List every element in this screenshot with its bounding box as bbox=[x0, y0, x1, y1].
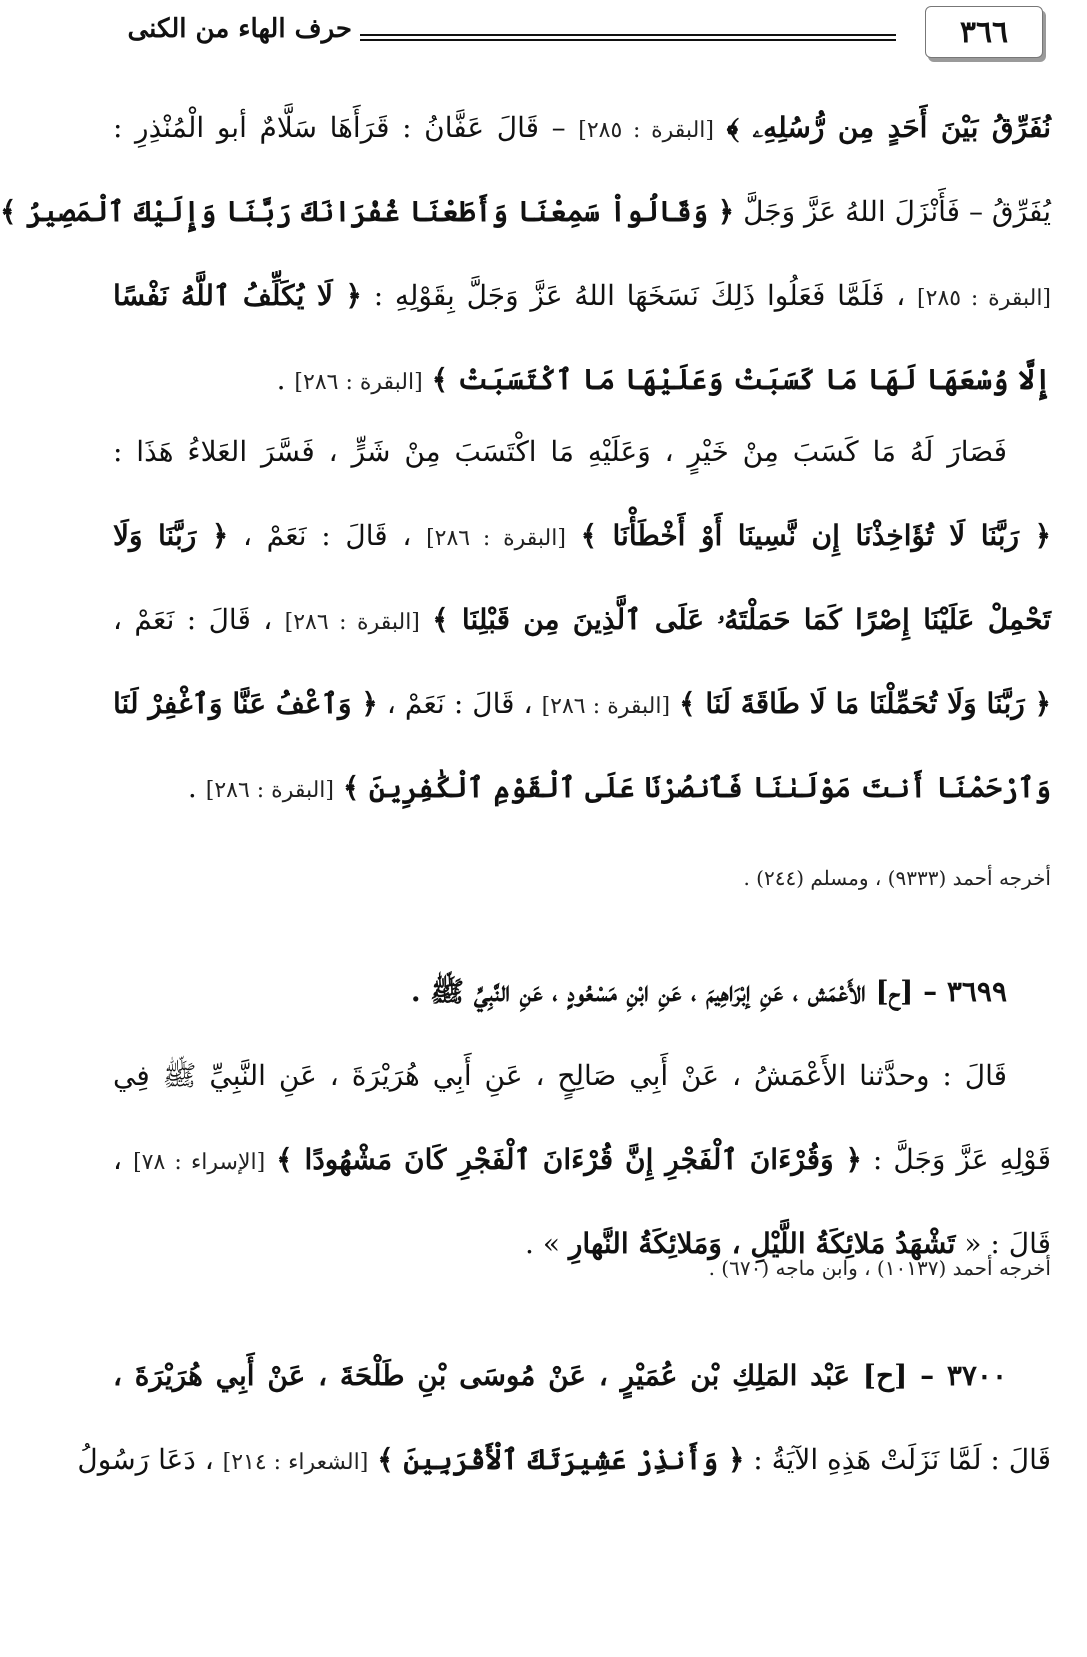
quran-verse: ﴿ وَٱعْفُ عَنَّا وَٱغْفِرْ لَنَا bbox=[113, 687, 378, 720]
text-line bbox=[113, 86, 1051, 170]
quran-verse: ﴿ رَبَّنَا لَا تُؤَاخِذْنَا إِن نَّسِينَا أَوْ أَخْطَأْنَا ﴾ bbox=[580, 519, 1052, 552]
paragraph-1 bbox=[0, 86, 1052, 422]
text-line bbox=[113, 662, 1051, 746]
line-text: ٣٦٩٩ – [ح] الأَعْمَش ، عَنِ إبْرَاهِيمَ ، عَنِ ابْنِ مَسْعُودٍ ، عَنِ النَّبِيِّ ﷺ . bbox=[410, 975, 1007, 1008]
page-number: ٣٦٦ bbox=[925, 6, 1043, 58]
text-line bbox=[113, 254, 1051, 338]
line-text: ، قَالَ : نَعَمْ ، bbox=[113, 603, 273, 636]
hadith-3700 bbox=[77, 1334, 1051, 1502]
line-text: قَالَ : لَمَّا نَزَلَتْ هَذِهِ الآيَةُ : bbox=[753, 1443, 1051, 1476]
quran-verse: ﴿ رَبَّنَا وَلَا تُحَمِّلْنَا مَا لَا طَاقَةَ لَنَا ﴾ bbox=[679, 687, 1052, 720]
text-line bbox=[113, 578, 1051, 662]
hadith-3699 bbox=[113, 950, 1051, 1286]
quran-verse: ﴿ وَأَنذِرْ عَشِيرَتَكَ ٱلْأَقْرَبِينَ ﴾ bbox=[377, 1443, 745, 1476]
verse-reference: [البقرة : ٢٨٥] bbox=[917, 286, 1052, 311]
verse-reference: [البقرة : ٢٨٦] bbox=[541, 694, 671, 719]
verse-reference: [البقرة : ٢٨٦] bbox=[294, 370, 423, 395]
header-rule bbox=[360, 34, 896, 41]
quran-verse: ﴿ لَا يُكَلِّفُ ٱللَّهُ نَفْسًا bbox=[113, 279, 362, 312]
line-text: يُفَرِّقُ – فَأَنْزَلَ اللهُ عَزَّ وَجَلَّ bbox=[743, 195, 1051, 228]
paragraph-2 bbox=[113, 410, 1051, 830]
verse-reference: [الشعراء : ٢١٤] bbox=[222, 1450, 369, 1475]
quran-verse: إِلَّا وُسْعَهَا لَهَا مَا كَسَبَتْ وَعَلَيْهَا مَا ٱكْتَسَبَتْ ﴾ bbox=[431, 363, 1051, 396]
verse-reference: [البقرة : ٢٨٦] bbox=[205, 778, 334, 803]
line-text: ، دَعَا رَسُولُ bbox=[77, 1443, 214, 1476]
text-line bbox=[113, 1118, 1051, 1202]
hadith-matn: تَشْهَدُ مَلائِكَةُ اللَّيْلِ ، وَمَلائِكَةُ النَّهارِ bbox=[568, 1227, 956, 1260]
text-line bbox=[113, 410, 1051, 494]
line-text: ٣٧٠٠ – [ح] عَبْد المَلِكِ بْن عُمَيْرٍ ، عَنْ مُوسَى بْنِ طَلْحَةَ ، عَنْ أَبِي هُرَيْرَةَ ، bbox=[113, 1359, 1007, 1392]
text-line bbox=[113, 494, 1051, 578]
quran-verse: ﴿ رَبَّنَا وَلَا bbox=[113, 519, 229, 552]
verse-reference: [البقرة : ٢٨٦] bbox=[426, 526, 566, 551]
line-text: » . bbox=[525, 1227, 560, 1260]
verse-reference: [البقرة : ٢٨٦] bbox=[284, 610, 420, 635]
text-line bbox=[113, 746, 1051, 830]
quran-verse: تَحْمِلْ عَلَيْنَا إِصْرًا كَمَا حَمَلْتَهُۥ عَلَى ٱلَّذِينَ مِن قَبْلِنَا ﴾ bbox=[432, 603, 1051, 636]
text-line bbox=[77, 1418, 1051, 1502]
verse-reference: [البقرة : ٢٨٥] bbox=[578, 118, 714, 143]
running-title: حرف الهاء من الكنى bbox=[127, 14, 352, 44]
line-text: قَوْلِهِ عَزَّ وَجَلَّ : bbox=[872, 1143, 1051, 1176]
footnote-takhrij: أخرجه أحمد (١٠١٣٧) ، وابن ماجه (٦٧٠) . bbox=[708, 1256, 1051, 1280]
line-text: – قَالَ عَفَّانُ : قَرَأَهَا سَلَّامٌ أبو الْمُنْذِرِ : bbox=[113, 111, 566, 144]
hadith-heading bbox=[113, 950, 1051, 1034]
quran-verse: ﴿ وَقَالُواْ سَمِعْنَا وَأَطَعْنَا غُفْرَانَكَ رَبَّنَا وَإِلَيْكَ ٱلْمَصِيرُ ﴾ bbox=[0, 195, 735, 228]
hadith-heading bbox=[113, 1334, 1051, 1418]
line-text: ، قَالَ : نَعَمْ ، bbox=[242, 519, 412, 552]
line-text: فَصَارَ لَهُ مَا كَسَبَ مِنْ خَيْرٍ ، وَعَلَيْهِ مَا اكْتَسَبَ مِنْ شَرٍّ ، فَسَّرَ العَلاءُ هَذَا : bbox=[113, 435, 1007, 468]
line-text: ، قَالَ : نَعَمْ ، bbox=[386, 687, 533, 720]
line-text: . bbox=[276, 363, 286, 396]
line-text: . bbox=[187, 771, 197, 804]
verse-reference: [الإسراء : ٧٨] bbox=[133, 1150, 266, 1175]
text-line bbox=[0, 170, 1051, 254]
line-text: ، bbox=[113, 1143, 123, 1176]
line-text: قَالَ : « bbox=[964, 1227, 1051, 1260]
line-text: ، فَلَمَّا فَعَلُوا ذَلِكَ نَسَخَهَا اللهُ عَزَّ وَجَلَّ بِقَوْلِهِ : bbox=[373, 279, 906, 312]
quran-verse: وَٱرْحَمْنَا أَنتَ مَوْلَىٰنَا فَٱنصُرْنَا عَلَى ٱلْقَوْمِ ٱلْكَٰفِرِينَ ﴾ bbox=[342, 771, 1051, 804]
quran-verse: ﴿ وَقُرْءَانَ ٱلْفَجْرِ إِنَّ قُرْءَانَ ٱلْفَجْرِ كَانَ مَشْهُودًا ﴾ bbox=[276, 1143, 862, 1176]
quran-verse: نُفَرِّقُ بَيْنَ أَحَدٍ مِن رُّسُلِهِۦ ﴾ bbox=[726, 111, 1052, 144]
text-line bbox=[113, 1034, 1051, 1118]
footnote-takhrij: أخرجه أحمد (٩٣٣٣) ، ومسلم (٢٤٤) . bbox=[743, 866, 1051, 890]
line-text: قَالَ : وحدَّثنا الأَعْمَشُ ، عَنْ أَبِي صَالِحٍ ، عَنِ أَبِي هُرَيْرَةَ ، عَنِ النَّبِيِّ ﷺ فِي bbox=[113, 1059, 1007, 1092]
